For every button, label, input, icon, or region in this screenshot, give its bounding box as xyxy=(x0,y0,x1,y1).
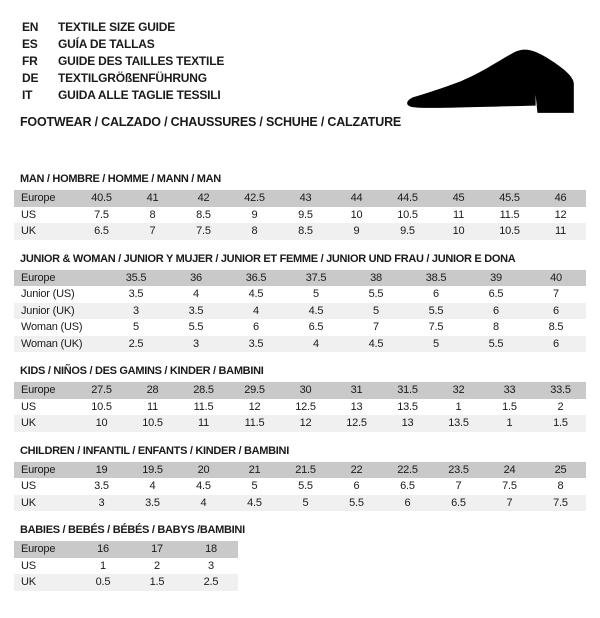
size-cell: 0.5 xyxy=(95,576,111,589)
size-cell: 4 xyxy=(200,496,207,509)
size-cell: 4.5 xyxy=(248,288,264,301)
size-cell: 20 xyxy=(197,463,210,476)
table-row xyxy=(14,319,586,336)
size-cell: 13 xyxy=(401,417,414,430)
size-table xyxy=(14,462,586,512)
language-label: GUÍA DE TALLAS xyxy=(58,36,155,51)
section-title: MAN / HOMBRE / HOMME / MANN / MAN xyxy=(20,173,221,185)
size-cell: 10 xyxy=(452,225,465,238)
size-cell: 11 xyxy=(452,208,465,221)
size-cell: 8.5 xyxy=(196,208,211,221)
size-cell: 6.5 xyxy=(488,288,504,301)
size-cell: 19.5 xyxy=(142,463,163,476)
size-cell: 1.5 xyxy=(502,400,517,413)
size-cell: 27.5 xyxy=(91,384,112,397)
size-cell: 7 xyxy=(506,496,513,509)
size-cell: 10.5 xyxy=(142,417,163,430)
size-cell: 8 xyxy=(557,480,564,493)
size-cell: 42.5 xyxy=(244,192,265,205)
table-row xyxy=(14,223,586,240)
section-title: CHILDREN / INFANTIL / ENFANTS / KINDER / BAMBINI xyxy=(20,444,289,457)
table-row xyxy=(14,541,238,558)
size-cell: 6 xyxy=(353,480,360,493)
size-cell: 7.5 xyxy=(502,480,517,493)
size-cell: 12 xyxy=(554,208,567,221)
size-cell: 31.5 xyxy=(397,384,418,397)
row-label: Junior (UK) xyxy=(21,304,75,317)
size-table xyxy=(14,270,586,353)
size-cell: 12 xyxy=(299,417,312,430)
size-cell: 46 xyxy=(554,192,567,205)
size-cell: 6.5 xyxy=(94,225,109,238)
section-title: BABIES / BEBÉS / BÉBÉS / BABYS /BAMBINI xyxy=(20,524,245,536)
size-cell: 1.5 xyxy=(149,576,165,589)
language-code: EN xyxy=(22,19,39,34)
language-row xyxy=(22,18,600,35)
size-cell: 33 xyxy=(503,384,516,397)
size-cell: 38.5 xyxy=(425,271,447,284)
row-label: Europe xyxy=(21,384,56,397)
size-cell: 3.5 xyxy=(188,304,204,317)
size-cell: 3 xyxy=(208,559,214,572)
table-row xyxy=(14,558,238,575)
size-cell: 1 xyxy=(100,559,106,572)
size-cell: 11.5 xyxy=(499,208,520,221)
size-cell: 5 xyxy=(373,304,379,317)
language-code: IT xyxy=(22,87,33,102)
shoe-icon xyxy=(400,42,584,122)
size-cell: 7.5 xyxy=(94,208,109,221)
row-label: US xyxy=(21,208,36,221)
size-cell: 3.5 xyxy=(145,496,160,509)
size-cell: 10.5 xyxy=(499,225,520,238)
size-cell: 4.5 xyxy=(196,480,211,493)
size-cell: 44 xyxy=(350,192,363,205)
size-cell: 9.5 xyxy=(400,225,415,238)
size-section xyxy=(14,253,586,353)
size-cell: 11 xyxy=(554,225,567,238)
table-row xyxy=(14,207,586,224)
size-cell: 24 xyxy=(503,463,516,476)
size-cell: 32 xyxy=(452,384,465,397)
language-label: GUIDE DES TAILLES TEXTILE xyxy=(58,53,225,68)
size-cell: 21 xyxy=(248,463,261,476)
language-label: GUIDA ALLE TAGLIE TESSILI xyxy=(58,87,221,102)
category-line: FOOTWEAR / CALZADO / CHAUSSURES / SCHUHE / CALZATURE xyxy=(20,115,402,129)
size-cell: 18 xyxy=(205,543,217,556)
size-cell: 4.5 xyxy=(308,304,324,317)
size-cell: 7.5 xyxy=(428,321,444,334)
table-row xyxy=(14,574,238,591)
size-cell: 9.5 xyxy=(298,208,313,221)
size-sections xyxy=(14,173,586,591)
size-cell: 7.5 xyxy=(553,496,568,509)
size-cell: 3.5 xyxy=(94,480,109,493)
size-section xyxy=(14,365,586,432)
table-row xyxy=(14,303,586,320)
size-cell: 16 xyxy=(97,543,109,556)
size-cell: 44.5 xyxy=(397,192,418,205)
size-cell: 4 xyxy=(253,304,259,317)
size-cell: 35.5 xyxy=(125,271,147,284)
size-cell: 5.5 xyxy=(349,496,364,509)
size-cell: 7.5 xyxy=(196,225,211,238)
size-cell: 36 xyxy=(190,271,202,284)
size-cell: 10 xyxy=(95,417,108,430)
row-label: Junior (US) xyxy=(21,288,75,301)
size-cell: 22 xyxy=(350,463,363,476)
size-cell: 8 xyxy=(493,321,499,334)
row-label: Europe xyxy=(21,192,56,205)
size-cell: 21.5 xyxy=(295,463,316,476)
size-cell: 5 xyxy=(302,496,309,509)
size-cell: 17 xyxy=(151,543,163,556)
size-table xyxy=(14,190,586,240)
size-table xyxy=(14,541,238,591)
size-cell: 2.5 xyxy=(203,576,219,589)
size-cell: 1 xyxy=(455,400,462,413)
size-cell: 1 xyxy=(506,417,513,430)
table-row xyxy=(14,270,586,287)
size-cell: 11.5 xyxy=(244,417,265,430)
row-label: UK xyxy=(21,496,36,509)
size-cell: 5.5 xyxy=(368,288,384,301)
table-row xyxy=(14,190,586,207)
row-label: Europe xyxy=(21,543,56,556)
size-cell: 12.5 xyxy=(295,400,316,413)
language-code: ES xyxy=(22,36,38,51)
size-section xyxy=(14,173,586,240)
size-cell: 38 xyxy=(370,271,382,284)
size-cell: 42 xyxy=(197,192,210,205)
size-cell: 41 xyxy=(146,192,159,205)
size-cell: 4.5 xyxy=(368,337,384,350)
size-cell: 39 xyxy=(490,271,502,284)
size-cell: 29.5 xyxy=(244,384,265,397)
row-label: US xyxy=(21,559,36,572)
size-cell: 30 xyxy=(299,384,312,397)
table-row xyxy=(14,415,586,432)
language-label: TEXTILE SIZE GUIDE xyxy=(58,19,176,34)
size-cell: 6 xyxy=(553,337,559,350)
size-cell: 10.5 xyxy=(91,400,112,413)
size-cell: 10.5 xyxy=(397,208,418,221)
size-cell: 8 xyxy=(251,225,258,238)
size-cell: 5 xyxy=(251,480,258,493)
size-cell: 3.5 xyxy=(248,337,264,350)
table-row xyxy=(14,462,586,479)
size-cell: 6 xyxy=(493,304,499,317)
size-cell: 5.5 xyxy=(488,337,504,350)
size-cell: 6 xyxy=(433,288,439,301)
size-cell: 33.5 xyxy=(550,384,571,397)
size-section xyxy=(14,524,586,591)
size-cell: 28 xyxy=(146,384,159,397)
size-cell: 2.5 xyxy=(128,337,144,350)
size-cell: 43 xyxy=(299,192,312,205)
size-cell: 3 xyxy=(193,337,199,350)
size-cell: 6.5 xyxy=(400,480,415,493)
size-cell: 23.5 xyxy=(448,463,469,476)
size-cell: 5 xyxy=(313,288,319,301)
size-cell: 3 xyxy=(98,496,105,509)
size-cell: 45 xyxy=(452,192,465,205)
size-cell: 6 xyxy=(553,304,559,317)
size-cell: 36.5 xyxy=(245,271,267,284)
size-cell: 8 xyxy=(149,208,156,221)
size-cell: 7 xyxy=(149,225,156,238)
row-label: Woman (UK) xyxy=(21,337,83,350)
size-cell: 11 xyxy=(146,400,159,413)
size-cell: 2 xyxy=(154,559,160,572)
language-label: TEXTILGRÖßENFÜHRUNG xyxy=(58,70,207,85)
size-cell: 13 xyxy=(350,400,363,413)
size-cell: 3.5 xyxy=(128,288,144,301)
table-row xyxy=(14,336,586,353)
size-cell: 5.5 xyxy=(188,321,204,334)
size-cell: 7 xyxy=(455,480,462,493)
section-title: KIDS / NIÑOS / DES GAMINS / KINDER / BAMBINI xyxy=(20,365,264,377)
row-label: UK xyxy=(21,576,36,589)
size-cell: 5.5 xyxy=(428,304,444,317)
row-label: US xyxy=(21,480,36,493)
size-cell: 5 xyxy=(433,337,439,350)
size-cell: 1.5 xyxy=(553,417,568,430)
row-label: UK xyxy=(21,417,36,430)
size-cell: 6.5 xyxy=(308,321,324,334)
size-cell: 11.5 xyxy=(193,400,214,413)
size-cell: 10 xyxy=(350,208,363,221)
row-label: Europe xyxy=(21,463,56,476)
size-cell: 13.5 xyxy=(397,400,418,413)
size-cell: 5.5 xyxy=(298,480,313,493)
table-row xyxy=(14,478,586,495)
size-cell: 25 xyxy=(554,463,567,476)
section-title: JUNIOR & WOMAN / JUNIOR Y MUJER / JUNIOR ET FEMME / JUNIOR UND FRAU / JUNIOR E DONA xyxy=(20,252,516,265)
size-cell: 8.5 xyxy=(298,225,313,238)
size-cell: 12.5 xyxy=(346,417,367,430)
size-cell: 11 xyxy=(197,417,210,430)
size-cell: 6.5 xyxy=(451,496,466,509)
table-row xyxy=(14,382,586,399)
size-cell: 9 xyxy=(251,208,258,221)
language-code: DE xyxy=(22,70,39,85)
table-row xyxy=(14,399,586,416)
size-cell: 8.5 xyxy=(548,321,564,334)
size-cell: 4.5 xyxy=(247,496,262,509)
size-cell: 4 xyxy=(313,337,319,350)
size-cell: 6 xyxy=(404,496,411,509)
size-cell: 22.5 xyxy=(397,463,418,476)
row-label: US xyxy=(21,400,36,413)
size-cell: 2 xyxy=(557,400,564,413)
size-cell: 40 xyxy=(550,271,562,284)
size-cell: 19 xyxy=(95,463,108,476)
size-section xyxy=(14,445,586,512)
row-label: Europe xyxy=(21,271,56,284)
row-label: Woman (US) xyxy=(21,321,83,334)
size-cell: 40.5 xyxy=(91,192,112,205)
size-cell: 3 xyxy=(133,304,139,317)
size-cell: 7 xyxy=(373,321,379,334)
size-cell: 28.5 xyxy=(193,384,214,397)
table-row xyxy=(14,286,586,303)
size-table xyxy=(14,382,586,432)
row-label: UK xyxy=(21,225,36,238)
size-cell: 4 xyxy=(149,480,156,493)
language-code: FR xyxy=(22,53,38,68)
size-cell: 7 xyxy=(553,288,559,301)
size-cell: 13.5 xyxy=(448,417,469,430)
size-cell: 45.5 xyxy=(499,192,520,205)
size-cell: 37.5 xyxy=(305,271,327,284)
size-cell: 5 xyxy=(133,321,139,334)
size-cell: 12 xyxy=(248,400,261,413)
size-cell: 9 xyxy=(353,225,360,238)
size-cell: 6 xyxy=(253,321,259,334)
size-cell: 4 xyxy=(193,288,199,301)
table-row xyxy=(14,495,586,512)
size-cell: 31 xyxy=(350,384,363,397)
